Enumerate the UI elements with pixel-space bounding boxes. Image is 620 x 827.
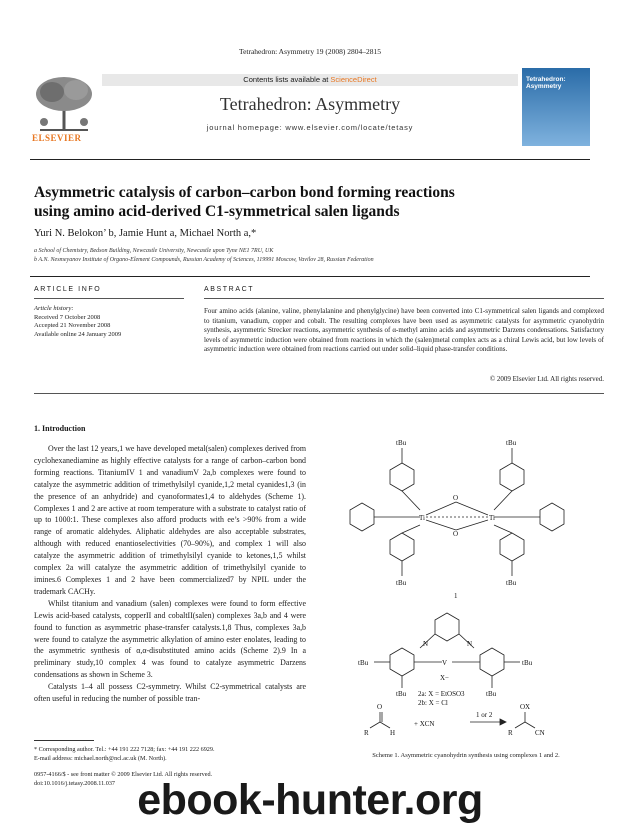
scheme-1-figure — [330, 430, 590, 750]
history-received: Received 7 October 2008 — [34, 313, 101, 321]
oxygen-label: O — [453, 494, 459, 502]
abstract-text: Four amino acids (alanine, valine, phenylalanine and phenylglycine) have been converted into C1-symmetrical salen ligands and complexed to titanium, vanadium, copper and cobalt. The resulting complexes have been used as asymmetric catalysts for asymmetric cyanohydrin synthesis, asymmetric Strecker reactions, asymmetric synthesis of α-methyl amino acids and asymmetric Darzens condensations. Satisfactory levels of asymmetric induction were obtained from reactions in which the (salen)metal complex acts as a chiral Lewis acid, but low levels of asymmetric induction were obtained from reactions carried out under solid–liquid phase-transfer conditions. — [204, 307, 604, 354]
running-head: Tetrahedron: Asymmetry 19 (2008) 2804–2815 — [239, 47, 381, 56]
article-info-rule — [34, 298, 184, 299]
corresponding-author-footnote — [34, 746, 306, 763]
catalyst-arrow-label: 1 or 2 — [476, 711, 493, 719]
paragraph-2: Whilst titanium and vanadium (salen) complexes were found to form effective Lewis acid-based catalysts, copperII and cobaltII(salen) complexes 3a,b and 4 were found to function as asymmetric phase-transfer catalysts.1,8 Thus, complexes 3a,b were found to catalyze the asymmetric alkylation of amino ester enolates, leading to the asymmetric synthesis of α,α-disubstituted amino acids (Scheme 2).9 In a preliminary study,10 complex 4 was found to catalyze asymmetric Darzens condensations as shown in Scheme 3. — [34, 598, 306, 680]
title-line-2: using amino acid-derived C1-symmetrical salen ligands — [34, 203, 400, 220]
contents-bar — [102, 74, 518, 86]
contents-prefix: Contents lists available at — [243, 75, 331, 84]
oxygen-label: O — [453, 530, 459, 538]
masthead-rule — [30, 159, 590, 160]
body-column-left — [34, 443, 306, 705]
paper-title — [34, 183, 504, 221]
watermark-text: ebook-hunter.org — [137, 776, 483, 824]
cyano-label: CN — [535, 729, 545, 737]
issn-line: 0957-4166/$ - see front matter © 2009 Elsevier Ltd. All rights reserved. — [34, 771, 213, 778]
abstract-label: ABSTRACT — [204, 286, 255, 293]
tbu-label: tBu — [506, 439, 517, 447]
tbu-label: tBu — [506, 579, 517, 587]
nitrogen-label: N — [423, 640, 429, 648]
nitrogen-label: N — [467, 640, 473, 648]
oxygen-label: O — [377, 703, 383, 711]
tbu-label: tBu — [396, 690, 407, 698]
scheme-caption: Scheme 1. Asymmetric cyanohydrin synthesis using complexes 1 and 2. — [372, 752, 560, 759]
footnote-rule — [34, 740, 94, 741]
compound-1-label: 1 — [454, 592, 458, 600]
tbu-label: tBu — [486, 690, 497, 698]
ti-atom-label: Ti — [489, 514, 495, 522]
footnote-contact: * Corresponding author. Tel.: +44 191 222 7128; fax: +44 191 222 6929. — [34, 746, 215, 753]
doi-line[interactable]: doi:10.1016/j.tetasy.2008.11.037 — [34, 779, 116, 787]
header-rule — [30, 276, 590, 277]
history-heading: Article history: — [34, 305, 74, 312]
hydrogen-label: H — [390, 729, 396, 737]
tbu-label: tBu — [396, 439, 407, 447]
title-line-1: Asymmetric catalysis of carbon–carbon bond forming reactions — [34, 184, 455, 201]
cover-title: Tetrahedron: Asymmetry — [526, 76, 566, 90]
r-group-label: R — [508, 729, 513, 737]
paragraph-1: Over the last 12 years,1 we have developed metal(salen) complexes derived from cyclohexanediamine as highly effective catalysts for a range of carbon–carbon bond forming reactions. TitaniumIV 1 and vanadiumV 2a,b complexes were found to catalyze the asymmetric addition of trimethylsilyl cyanide,1,2 metal cyanides1,3 (in the presence of an anhydride) and cyanoformates1,4 to aldehydes (Scheme 1). Complexes 1 and 2 are active at room temperature with a substrate to catalyst ratio of up to 1000:1. These complexes also afford products with ee’s >90% from a wide range of aromatic aldehydes. Aliphatic aldehydes are also acceptable substrates, although with reduced enantioselectivities (70–90%), and complex 1 will also catalyze the asymmetric addition of trimethylsilyl cyanide to ketones,1,5 whilst complex 2a will catalyze the asymmetric addition of trimethylsilyl cyanide to imines.6 Complexes 1 and 2 have been commercialized7 by NPIL under the trademark CACHy. — [34, 444, 306, 596]
vanadium-label: V — [442, 659, 448, 667]
author-list: Yuri N. Belokon’ b, Jamie Hunt a, Michael North a,* — [34, 228, 257, 239]
masthead-center — [102, 74, 518, 142]
publisher-logo-text: ELSEVIER — [32, 133, 82, 143]
article-history — [34, 305, 169, 339]
history-accepted: Accepted 21 November 2008 — [34, 322, 111, 329]
reagent-label: + XCN — [414, 720, 435, 728]
ox-label: OX — [520, 703, 531, 711]
tbu-label: tBu — [396, 579, 407, 587]
affiliation-b: b A.N. Nesmeyanov Institute of Organo-Element Compounds, Russian Academy of Sciences, 119991 Moscow, Vavilov 28, Russian Federation — [34, 257, 374, 263]
tbu-label: tBu — [358, 659, 369, 667]
journal-homepage[interactable]: journal homepage: www.elsevier.com/locate/tetasy — [206, 123, 414, 132]
journal-masthead — [30, 74, 590, 142]
compound-2b-label: 2b: X = Cl — [418, 699, 448, 707]
tbu-label: tBu — [522, 659, 533, 667]
r-group-label: R — [364, 729, 369, 737]
ti-atom-label: Ti — [419, 514, 425, 522]
elsevier-tree-logo — [30, 74, 98, 142]
article-info-label: ARTICLE INFO — [34, 286, 102, 293]
footnote-email: E-mail address: michael.north@ncl.ac.uk (M. North). — [34, 754, 167, 762]
journal-cover-thumbnail — [522, 68, 590, 146]
sciencedirect-link[interactable]: ScienceDirect — [330, 75, 377, 84]
paragraph-3: Catalysts 1–4 all possess C2-symmetry. Whilst C2-symmetrical catalysts are often useful in reducing the number of possible tran- — [34, 682, 306, 704]
history-online: Available online 24 January 2009 — [34, 330, 122, 338]
journal-title: Tetrahedron: Asymmetry — [219, 94, 401, 114]
section-heading: 1. Introduction — [34, 424, 86, 433]
counterion-label: X− — [440, 674, 450, 682]
abstract-bottom-rule — [34, 393, 604, 394]
copyright-line: © 2009 Elsevier Ltd. All rights reserved. — [489, 375, 604, 383]
compound-2a-label: 2a: X = EtOSO3 — [418, 690, 465, 698]
abstract-rule — [204, 298, 604, 299]
affiliation-a: a School of Chemistry, Bedson Building, Newcastle University, Newcastle upon Tyne NE1 7RU, UK — [34, 248, 274, 254]
